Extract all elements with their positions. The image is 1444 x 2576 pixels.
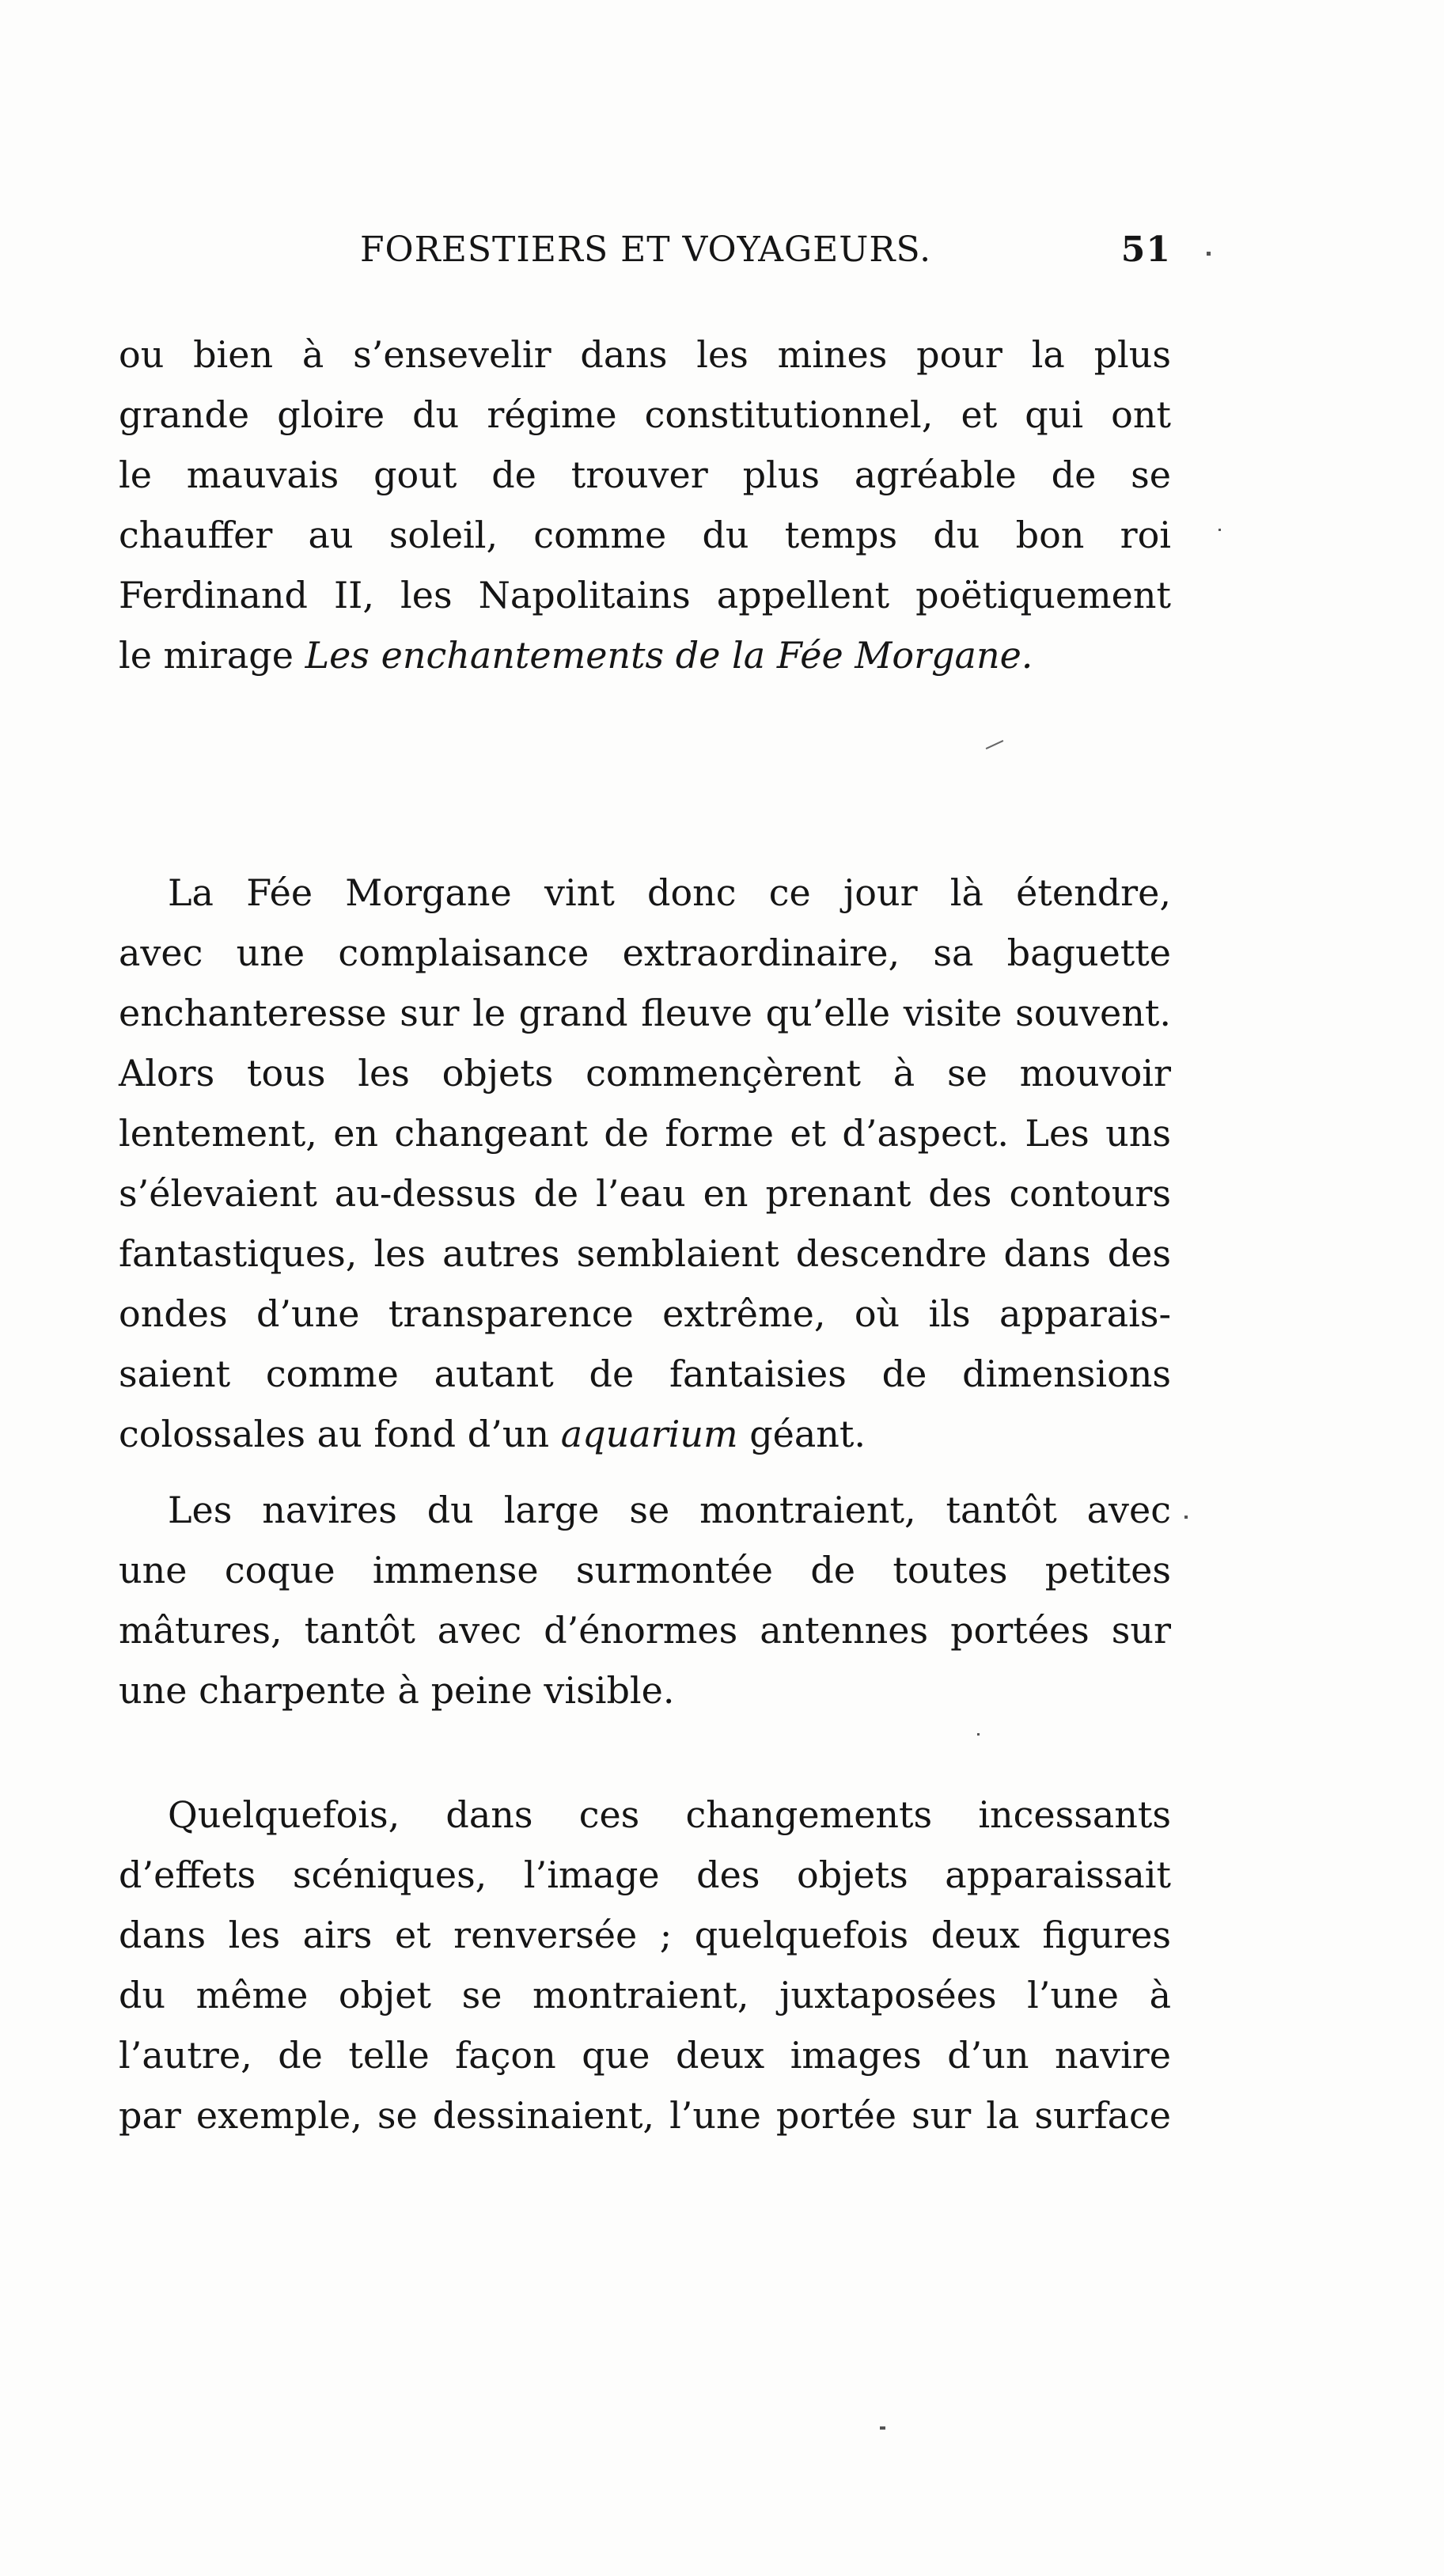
- ink-speck: [880, 2426, 885, 2430]
- running-head: [119, 230, 1171, 277]
- text-line: avec une complaisance extraordinaire, sa baguette: [119, 931, 1171, 974]
- text-line: chauffer au soleil, comme du temps du bon roi: [119, 514, 1171, 556]
- running-title: FORESTIERS ET VOYAGEURS.: [360, 230, 932, 270]
- italic-word: aquarium: [560, 1413, 738, 1455]
- text-line: l’autre, de telle façon que deux images d’un navire: [119, 2034, 1171, 2077]
- ink-speck: [977, 1733, 980, 1736]
- text-line: par exemple, se dessinaient, l’une portée sur la surface: [119, 2094, 1171, 2137]
- paragraph-2: [119, 863, 1171, 1720]
- text-line: enchanteresse sur le grand fleuve qu’elle visite souvent.: [119, 992, 1171, 1034]
- text-line: Les navires du large se montraient, tantôt avec: [168, 1489, 1171, 1531]
- paragraph-1: [119, 324, 1171, 685]
- text-line: du même objet se montraient, juxtaposées l’une à: [119, 1974, 1171, 2016]
- text-line: grande gloire du régime constitutionnel, et qui ont: [119, 393, 1171, 436]
- text-line: d’effets scéniques, l’image des objets apparaissait: [119, 1853, 1171, 1896]
- text-line: dans les airs et renversée ; quelquefois deux figures: [119, 1914, 1171, 1956]
- text-line: La Fée Morgane vint donc ce jour là étendre,: [168, 871, 1171, 914]
- paragraph-4: [119, 1785, 1171, 2145]
- text-segment: colossales au fond d’un: [119, 1413, 561, 1455]
- text-line: ou bien à s’ensevelir dans les mines pour la plus: [119, 333, 1171, 376]
- text-line: le mauvais gout de trouver plus agréable de se: [119, 453, 1171, 496]
- text-line: fantastiques, les autres semblaient descendre dans des: [119, 1232, 1171, 1275]
- ink-speck: [1218, 529, 1221, 531]
- text-line: ondes d’une transparence extrême, où ils apparais-: [119, 1292, 1171, 1335]
- text-segment: géant.: [737, 1413, 866, 1455]
- paragraph-spacing: [119, 1464, 1171, 1480]
- text-line: une coque immense surmontée de toutes petites: [119, 1549, 1171, 1592]
- text-line: Ferdinand II, les Napolitains appellent poëtiquement: [119, 574, 1171, 616]
- text-segment: le mirage: [119, 634, 305, 677]
- text-line: une charpente à peine visible.: [119, 1669, 675, 1712]
- text-line: [119, 1404, 1171, 1464]
- text-line: [119, 625, 1171, 685]
- ink-speck: [1184, 1516, 1188, 1519]
- text-line: Alors tous les objets commençèrent à se mouvoir: [119, 1052, 1171, 1095]
- italic-title: Les enchantements de la Fée Morgane.: [305, 634, 1033, 677]
- text-line: lentement, en changeant de forme et d’aspect. Les uns: [119, 1112, 1171, 1155]
- ink-mark: [986, 740, 1004, 749]
- text-line: s’élevaient au-dessus de l’eau en prenant des contours: [119, 1172, 1171, 1215]
- text-line: Quelquefois, dans ces changements incessants: [168, 1793, 1171, 1836]
- text-line: mâtures, tantôt avec d’énormes antennes portées sur: [119, 1609, 1171, 1652]
- page-number: 51: [1120, 230, 1171, 270]
- text-line: saient comme autant de fantaisies de dimensions: [119, 1352, 1171, 1395]
- ink-speck: [1207, 252, 1211, 256]
